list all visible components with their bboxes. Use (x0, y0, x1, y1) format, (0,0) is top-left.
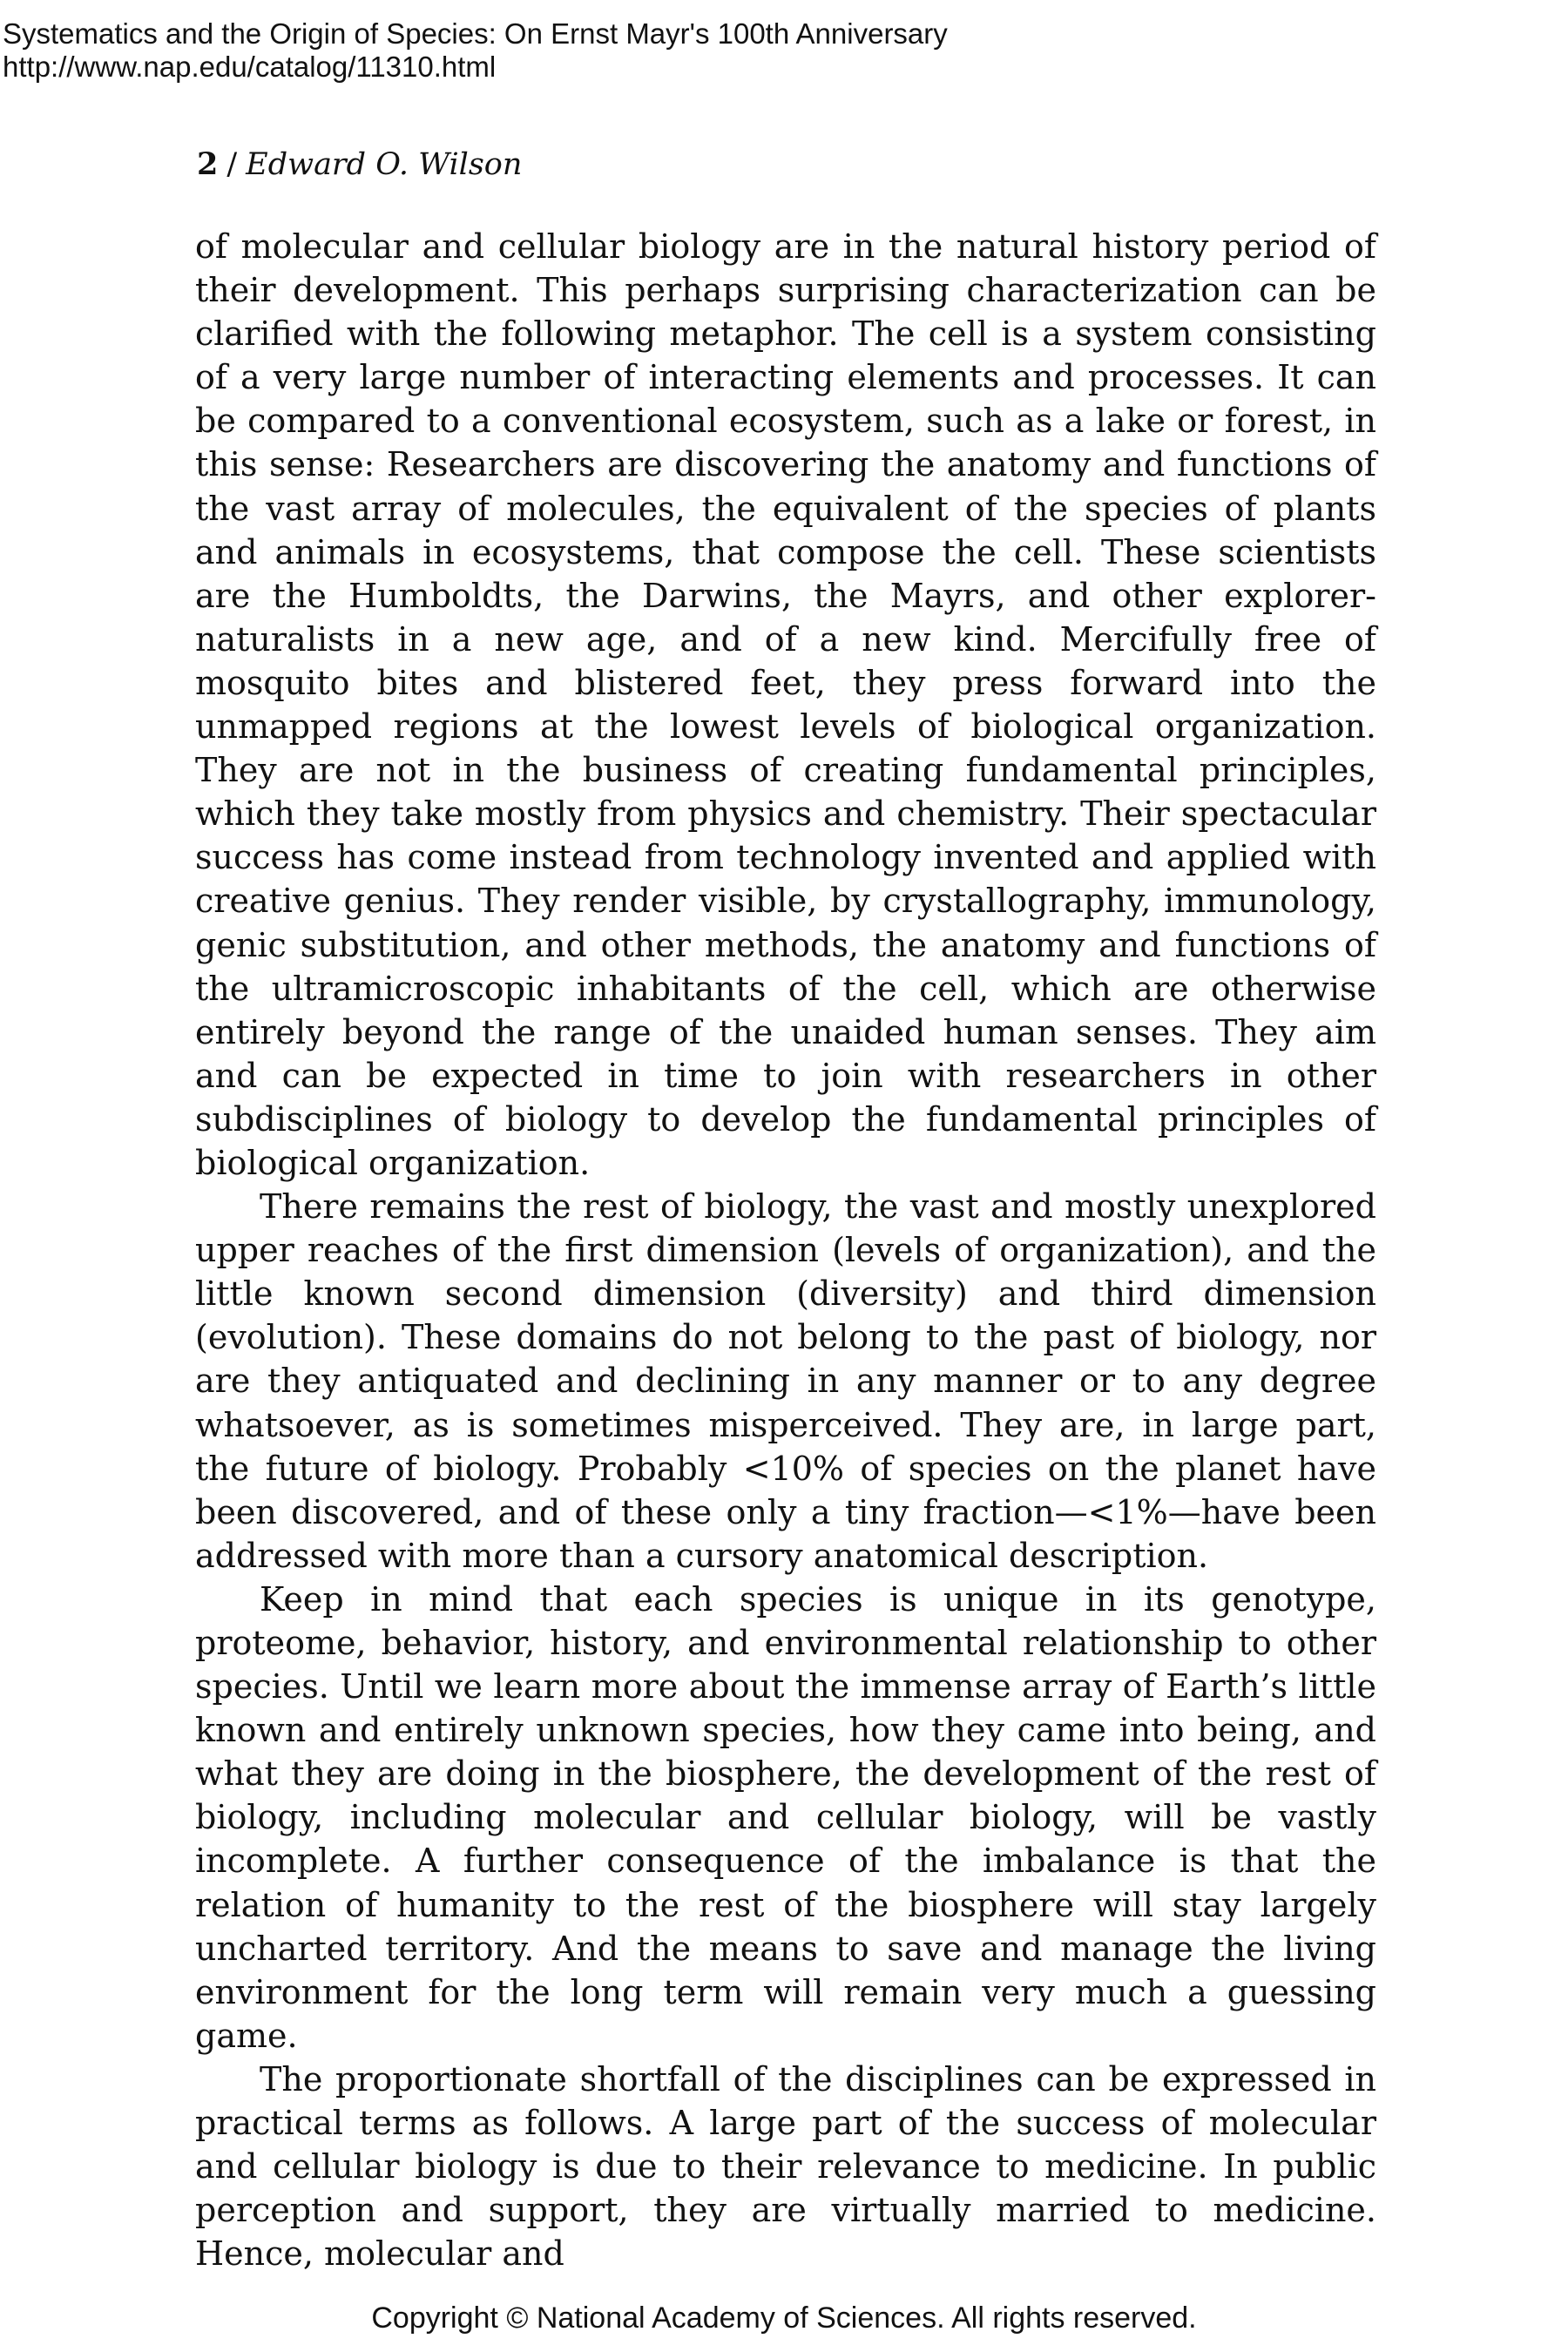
paragraph-proportionate-shortfall: The proportionate shortfall of the disciplines can be expressed in practical terms as follows. A large part of the success of molecular and cellular biology is due to their relevance to medicine. In public perception and support, they are virtually married to medicine. Hence, molecular and (195, 2059, 1376, 2274)
paragraph-rest-of-biology: There remains the rest of biology, the vast and mostly unexplored upper reaches of the first dimension (levels of organization), and the little known second dimension (diversity) and third dimension (evolution). These domains do not belong to the past of biology, nor are they antiquated and declining in any manner or to any degree whatsoever, as is sometimes misperceived. They are, in large part, the future of biology. Probably <10% of species on the planet have been discovered, and of these only a tiny fraction—<1%—have been addressed with more than a cursory anatomical description. (195, 1187, 1376, 1575)
running-head (197, 143, 522, 186)
web-header (3, 17, 948, 84)
page-number: 2 (197, 146, 219, 182)
author-name: Edward O. Wilson (246, 147, 523, 182)
paragraph-continued: of molecular and cellular biology are in the natural history period of their development. This perhaps surprising characterization can be clarified with the following metaphor. The cell is a system consisting of a very large number of interacting elements and processes. It can be compared to a conventional ecosystem, such as a lake or forest, in this sense: Researchers are discovering the anatomy and functions of the vast array of molecules, the equivalent of the species of plants and animals in ecosystems, that compose the cell. These scientists are the Humboldts, the Darwins, the Mayrs, and other explorer-naturalists in a new age, and of a new kind. Mercifully free of mosquito bites and blistered feet, they press forward into the unmapped regions at the lowest levels of biological organization. They are not in the business of creating fundamental principles, which they take mostly from physics and chemistry. Their spectacular success has come instead from technology invented and applied with creative genius. They render visible, by crystallography, immunology, genic substitution, and other methods, the anatomy and functions of the ultramicroscopic inhabitants of the cell, which are otherwise entirely beyond the range of the unaided human senses. They aim and can be expected in time to join with researchers in other subdisciplines of biology to develop the fundamental principles of biological organization. (195, 227, 1376, 1182)
catalog-url: http://www.nap.edu/catalog/11310.html (3, 51, 497, 83)
copyright-footer: Copyright © National Academy of Sciences. All rights reserved. (371, 2301, 1197, 2335)
body-text (195, 225, 1376, 2275)
book-title: Systematics and the Origin of Species: On Ernst Mayr's 100th Anniversary (3, 17, 948, 50)
running-head-separator: / (226, 147, 238, 182)
paragraph-species-unique: Keep in mind that each species is unique in its genotype, proteome, behavior, history, and environmental relationship to other species. Until we learn more about the immense array of Earth’s little known and entirely unknown species, how they came into being, and what they are doing in the biosphere, the development of the rest of biology, including molecular and cellular biology, will be vastly incomplete. A further consequence of the imbalance is that the relation of humanity to the rest of the biosphere will stay largely uncharted territory. And the means to save and manage the living environment for the long term will remain very much a guessing game. (195, 1579, 1376, 2055)
